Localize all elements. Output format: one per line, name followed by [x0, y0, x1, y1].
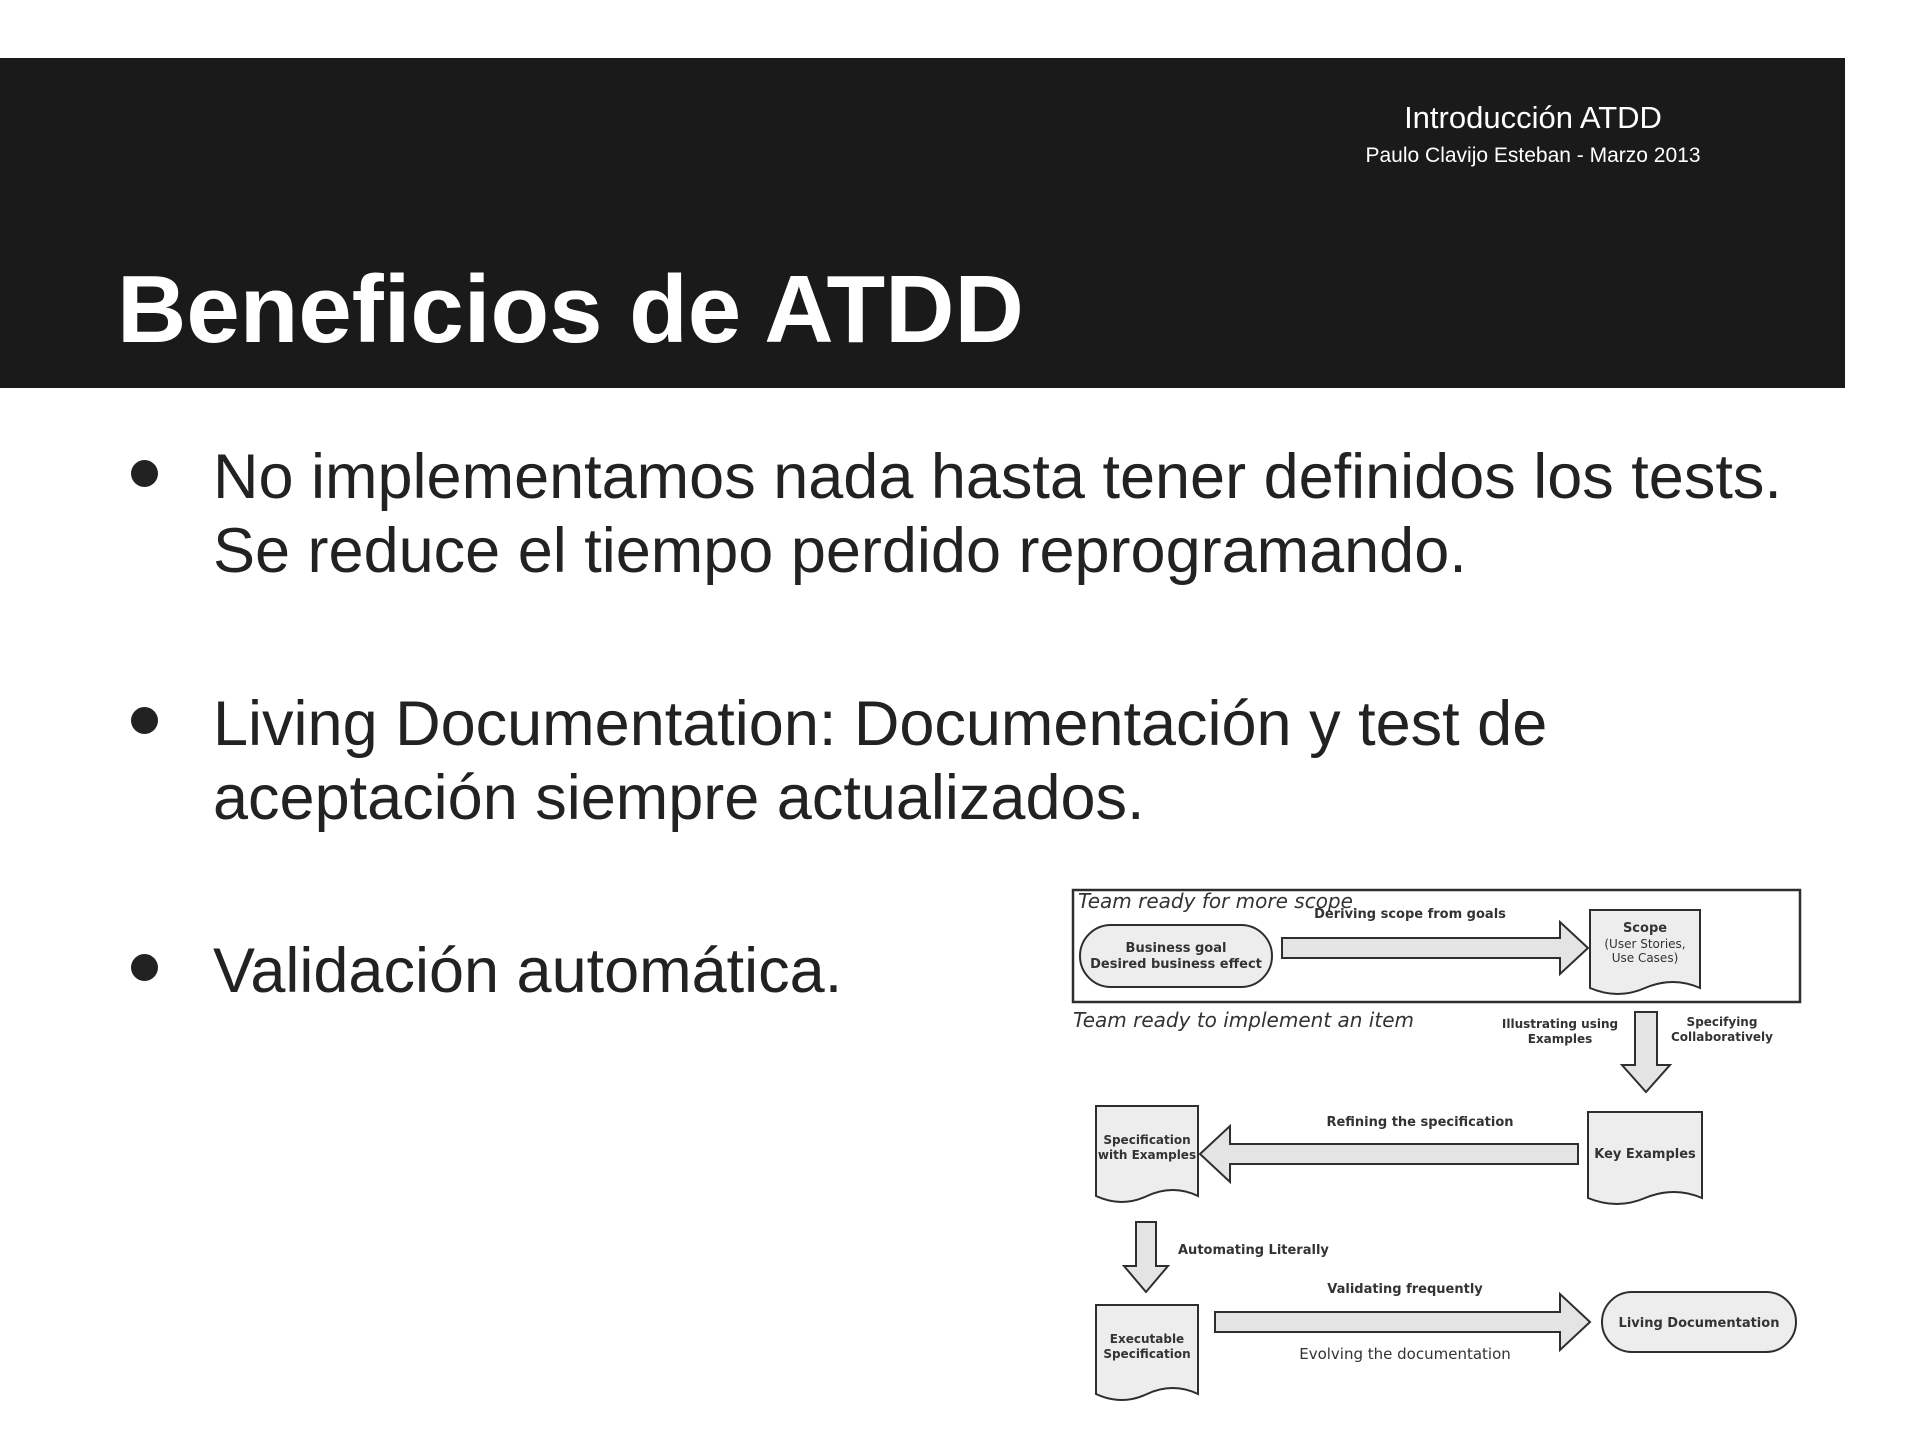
section-top-label: Team ready for more scope [1078, 889, 1353, 913]
business-goal-line1: Business goal [1125, 941, 1227, 956]
refining-arrow [1200, 1126, 1578, 1182]
automating-down-arrow [1124, 1222, 1168, 1292]
bullet-dot-icon [131, 954, 158, 981]
bullet-text [213, 440, 1903, 588]
header-info [1323, 98, 1743, 170]
illustrating-line2: Examples [1527, 1032, 1593, 1046]
validating-label: Validating frequently [1327, 1282, 1483, 1297]
automating-label: Automating Literally [1178, 1243, 1329, 1258]
spec-examples-line1: Specification [1103, 1133, 1191, 1147]
refining-label: Refining the specification [1326, 1115, 1514, 1130]
business-goal-node [1080, 925, 1272, 987]
spec-examples-line2: with Examples [1097, 1148, 1197, 1162]
living-doc-label: Living Documentation [1618, 1316, 1780, 1331]
bullet-text [213, 687, 1903, 835]
executable-line1: Executable [1109, 1332, 1185, 1346]
scope-line2: (User Stories, [1604, 937, 1686, 951]
atdd-process-diagram [1070, 880, 1820, 1420]
slide-title: Beneficios de ATDD [117, 256, 1024, 363]
specifying-line2: Collaboratively [1671, 1030, 1773, 1044]
bullet-line: Living Documentation: Documentación y test de [213, 689, 1548, 759]
business-goal-line2: Desired business effect [1090, 957, 1262, 972]
illustrating-line1: Illustrating using [1501, 1017, 1619, 1031]
bullet-line: Se reduce el tiempo perdido reprogramando. [213, 516, 1467, 586]
scope-line3: Use Cases) [1611, 951, 1679, 965]
author-date: Paulo Clavijo Esteban - Marzo 2013 [1365, 144, 1701, 167]
section-bottom-label: Team ready to implement an item [1073, 1008, 1414, 1032]
bullet-line: No implementamos nada hasta tener definidos los tests. [213, 442, 1782, 512]
executable-line2: Specification [1103, 1347, 1191, 1361]
scope-line1: Scope [1622, 921, 1668, 936]
evolving-label: Evolving the documentation [1299, 1345, 1511, 1363]
bullet-dot-icon [131, 707, 158, 734]
title-banner [0, 58, 1845, 388]
bullet-dot-icon [131, 460, 158, 487]
key-examples-label: Key Examples [1594, 1147, 1696, 1162]
deriving-scope-label: Deriving scope from goals [1314, 907, 1506, 922]
deck-title: Introducción ATDD [1404, 100, 1662, 135]
validating-arrow [1215, 1294, 1590, 1350]
bullet-line: Validación automática. [213, 936, 843, 1006]
specifying-line1: Specifying [1686, 1015, 1758, 1029]
illustrate-down-arrow [1622, 1012, 1670, 1092]
bullet-line: aceptación siempre actualizados. [213, 763, 1145, 833]
